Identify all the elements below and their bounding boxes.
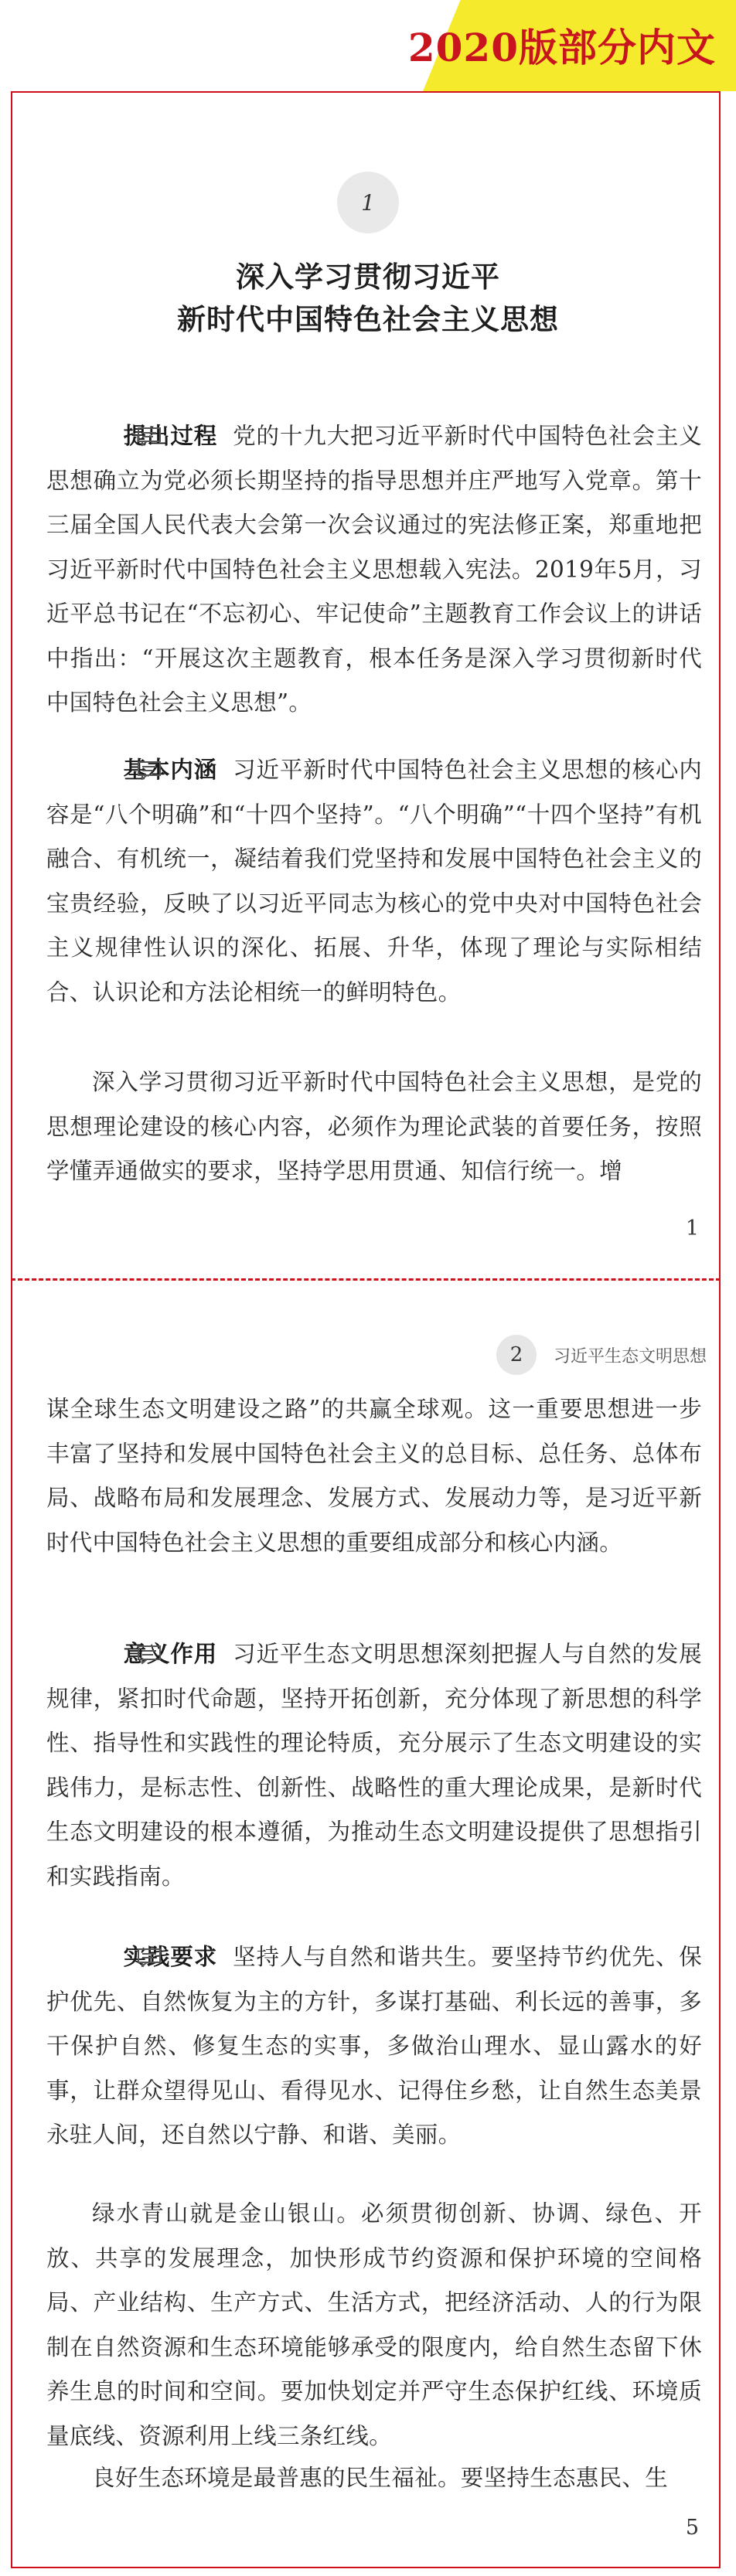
paragraph: 绿水青山就是金山银山。必须贯彻创新、协调、绿色、开放、共享的发展理念，加快形成节约资源和保护环境的空间格局、产业结构、生产方式、生活方式，把经济活动、人的行为限制在自然资源和生态环境能够承受的限度内，给自然生态留下休养生息的时间和空间。要加快划定并严守生态保护红线、环境质量底线、资源利用上线三条红线。 (46, 2200, 702, 2449)
running-head-title: 习近平生态文明思想 (553, 1346, 707, 1366)
running-head-number: 2 (496, 1335, 537, 1375)
chapter-number-badge (337, 172, 399, 233)
section-text: 习近平生态文明思想深刻把握人与自然的发展规律，紧扣时代命题，坚持开拓创新，充分体现了新思想的科学性、指导性和实践性的理论特质，充分展示了生态文明建设的实践伟力，是标志性、创新性、战略性的重大理论成果，是新时代生态文明建设的根本遵循，为推动生态文明建设提供了思想指引和实践指南。 (46, 1641, 702, 1890)
section-origin (46, 414, 702, 726)
section-text: 党的十九大把习近平新时代中国特色社会主义思想确立为党必须长期坚持的指导思想并庄严地写入党章。第十三届全国人民代表大会第一次会议通过的宪法修正案，郑重地把习近平新时代中国特色社会主义思想载入宪法。2019年5月，习近平总书记在“不忘初心、牢记使命”主题教育工作会议上的讲话中指出：“开展这次主题教育，根本任务是深入学习贯彻新时代中国特色社会主义思想”。 (46, 423, 702, 716)
paragraph: 谋全球生态文明建设之路”的共赢全球观。这一重要思想进一步丰富了坚持和发展中国特色社会主义的总目标、总任务、总体布局、战略布局和发展理念、发展方式、发展动力等，是习近平新时代中国特色社会主义思想的重要组成部分和核心内涵。 (46, 1396, 702, 1556)
paragraph: 良好生态环境是最普惠的民生福祉。要坚持生态惠民、生 (92, 2465, 669, 2491)
section-significance (46, 1632, 702, 1899)
chapter-title-line1: 深入学习贯彻习近平 (236, 260, 500, 294)
section-text: 坚持人与自然和谐共生。要坚持节约优先、保护优先、自然恢复为主的方针，多谋打基础、利长远的善事，多干保护自然、修复生态的实事，多做治山理水、显山露水的好事，让群众望得见山、看得见水、记得住乡愁，让自然生态美景永驻人间，还自然以宁静、和谐、美丽。 (46, 1944, 702, 2148)
section-label: 意义作用 (123, 1641, 218, 1667)
section-label: 提出过程 (123, 423, 218, 449)
speech-bubble-icon (92, 1938, 115, 1956)
speech-bubble-icon (92, 417, 115, 435)
page-divider (11, 1278, 721, 1281)
section-label: 实践要求 (123, 1944, 218, 1970)
chapter-number: 1 (361, 189, 375, 216)
paragraph: 深入学习贯彻习近平新时代中国特色社会主义思想，是党的思想理论建设的核心内容，必须作为理论武装的首要任务，按照学懂弄通做实的要求，坚持学思用贯通、知信行统一。增 (46, 1069, 702, 1184)
section-practice (46, 1935, 702, 2158)
chapter-title-line2: 新时代中国特色社会主义思想 (177, 303, 559, 336)
section-text: 习近平新时代中国特色社会主义思想的核心内容是“八个明确”和“十四个坚持”。“八个明确”“十四个坚持”有机融合、有机统一，凝结着我们党坚持和发展中国特色社会主义的宝贵经验，反映了以习近平同志为核心的党中央对中国特色社会主义规律性认识的深化、拓展、升华，体现了理论与实际相结合、认识论和方法论相统一的鲜明特色。 (46, 757, 702, 1006)
page-number: 5 (685, 2516, 699, 2540)
page-number: 1 (685, 1217, 699, 1240)
section-connotation (46, 748, 702, 1015)
edition-banner (407, 0, 736, 91)
speech-bubble-icon (92, 1635, 115, 1653)
speech-bubble-icon (92, 750, 115, 769)
running-head (496, 1335, 707, 1375)
banner-text: 2020版部分内文 (407, 25, 716, 70)
section-label: 基本内涵 (123, 757, 218, 783)
